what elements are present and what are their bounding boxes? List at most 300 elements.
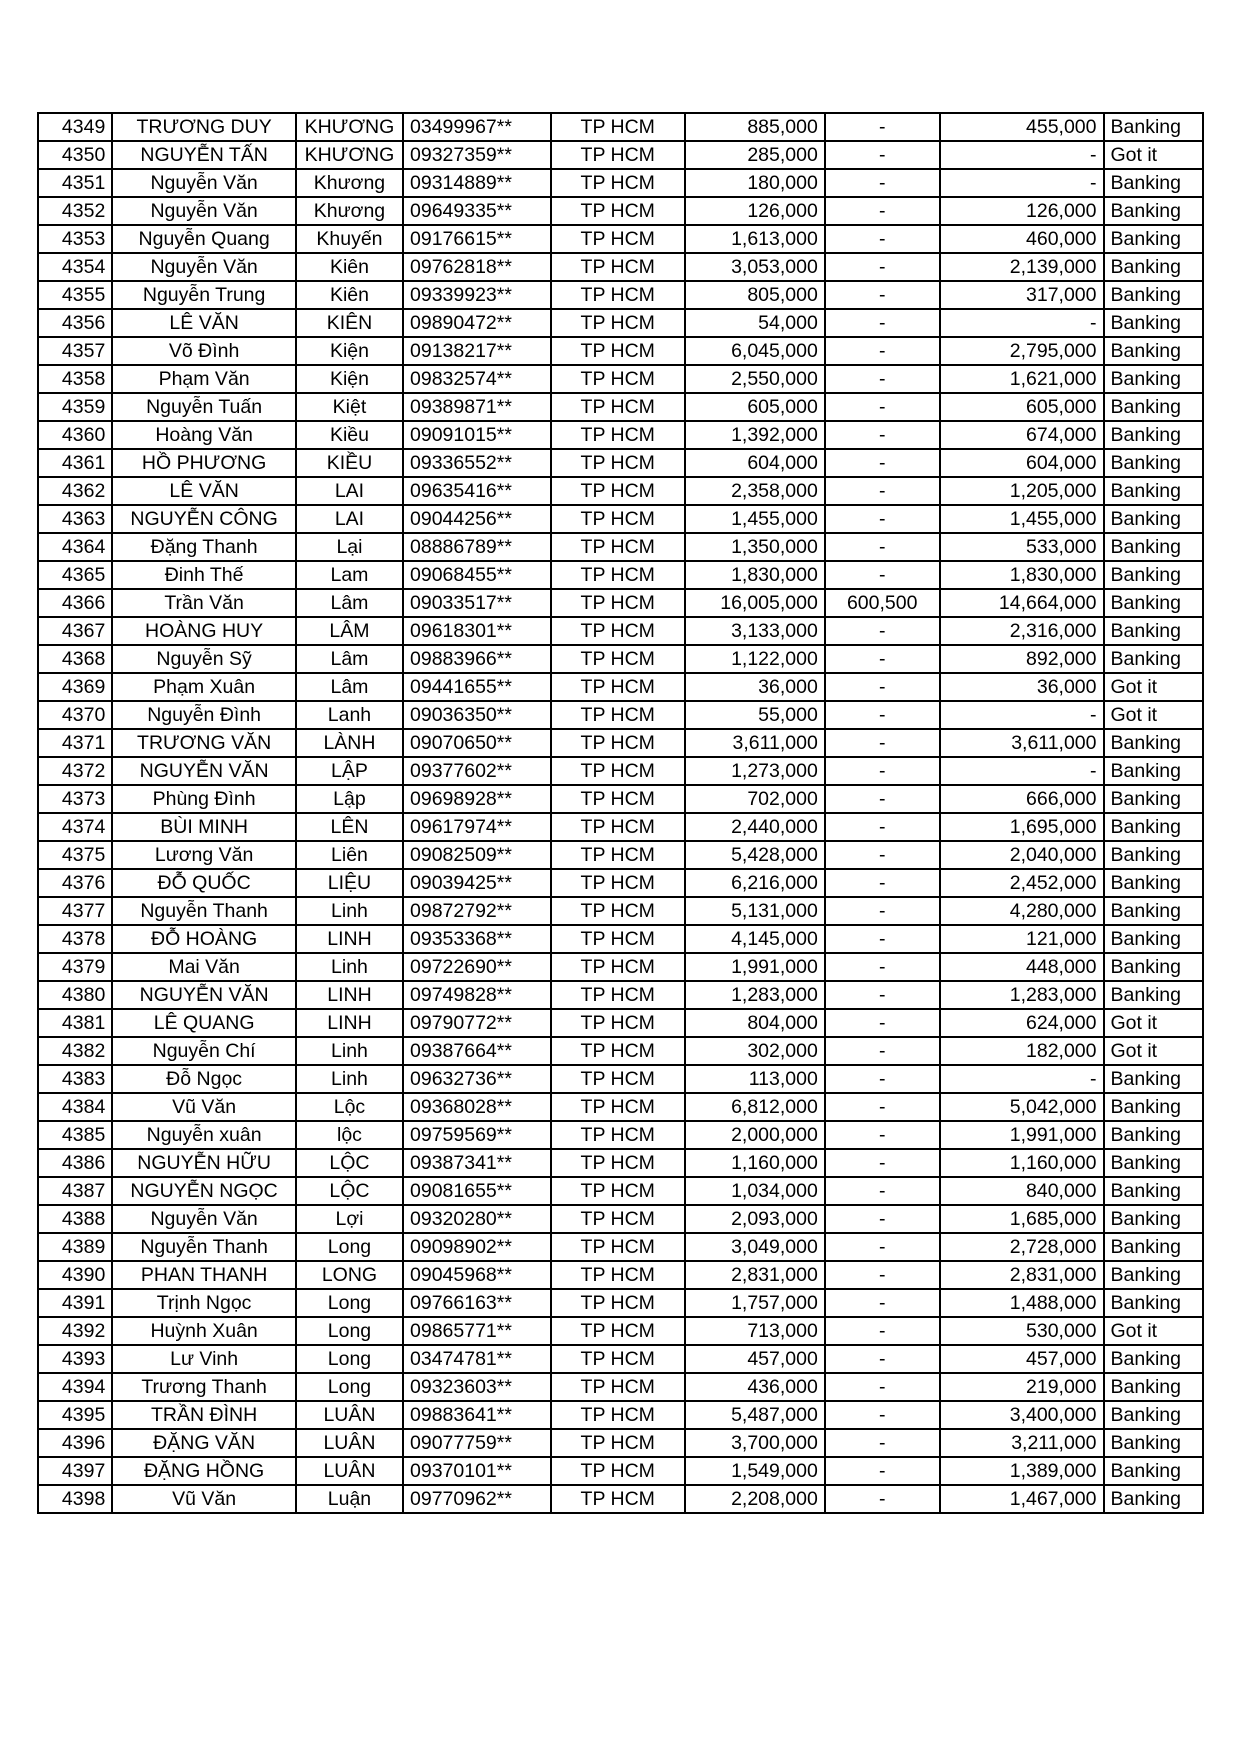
cell-city: TP HCM — [551, 1317, 685, 1345]
cell-amount-1: 2,358,000 — [685, 477, 825, 505]
cell-last-name: LUÂN — [296, 1457, 403, 1485]
cell-last-name: LINH — [296, 1009, 403, 1037]
table-row — [38, 1149, 1203, 1177]
cell-amount-3: 457,000 — [940, 1345, 1104, 1373]
cell-amount-2: - — [825, 1065, 940, 1093]
cell-phone: 09762818** — [403, 253, 551, 281]
cell-phone: 09314889** — [403, 169, 551, 197]
cell-last-name: LÂM — [296, 617, 403, 645]
cell-amount-1: 2,550,000 — [685, 365, 825, 393]
cell-amount-3: 121,000 — [940, 925, 1104, 953]
cell-first-name: Hoàng Văn — [112, 421, 296, 449]
cell-amount-2: - — [825, 1289, 940, 1317]
cell-amount-1: 604,000 — [685, 449, 825, 477]
cell-amount-1: 1,455,000 — [685, 505, 825, 533]
cell-city: TP HCM — [551, 561, 685, 589]
cell-amount-3: 126,000 — [940, 197, 1104, 225]
cell-last-name: Lâm — [296, 645, 403, 673]
cell-id: 4356 — [38, 309, 112, 337]
cell-amount-3: 604,000 — [940, 449, 1104, 477]
cell-city: TP HCM — [551, 1429, 685, 1457]
cell-amount-2: - — [825, 1345, 940, 1373]
cell-city: TP HCM — [551, 281, 685, 309]
cell-amount-2: - — [825, 897, 940, 925]
cell-amount-1: 36,000 — [685, 673, 825, 701]
cell-amount-2: 600,500 — [825, 589, 940, 617]
cell-phone: 09045968** — [403, 1261, 551, 1289]
cell-amount-3: 448,000 — [940, 953, 1104, 981]
cell-first-name: ĐẶNG HỒNG — [112, 1457, 296, 1485]
cell-amount-3: 3,211,000 — [940, 1429, 1104, 1457]
cell-phone: 09872792** — [403, 897, 551, 925]
cell-city: TP HCM — [551, 421, 685, 449]
cell-payment-method: Banking — [1104, 365, 1204, 393]
cell-id: 4379 — [38, 953, 112, 981]
cell-amount-1: 1,350,000 — [685, 533, 825, 561]
table-row — [38, 1289, 1203, 1317]
cell-city: TP HCM — [551, 477, 685, 505]
cell-first-name: LÊ VĂN — [112, 309, 296, 337]
cell-payment-method: Got it — [1104, 141, 1204, 169]
cell-first-name: HỒ PHƯƠNG — [112, 449, 296, 477]
cell-first-name: Võ Đình — [112, 337, 296, 365]
cell-phone: 09039425** — [403, 869, 551, 897]
cell-amount-2: - — [825, 1037, 940, 1065]
cell-amount-1: 1,392,000 — [685, 421, 825, 449]
cell-amount-2: - — [825, 393, 940, 421]
cell-first-name: Mai Văn — [112, 953, 296, 981]
cell-amount-2: - — [825, 1149, 940, 1177]
cell-id: 4351 — [38, 169, 112, 197]
table-row — [38, 449, 1203, 477]
cell-city: TP HCM — [551, 169, 685, 197]
cell-amount-3: 1,467,000 — [940, 1485, 1104, 1513]
cell-city: TP HCM — [551, 813, 685, 841]
cell-id: 4361 — [38, 449, 112, 477]
cell-first-name: Huỳnh Xuân — [112, 1317, 296, 1345]
cell-amount-2: - — [825, 169, 940, 197]
cell-amount-3: 1,283,000 — [940, 981, 1104, 1009]
table-row — [38, 841, 1203, 869]
cell-amount-1: 713,000 — [685, 1317, 825, 1345]
cell-amount-1: 1,549,000 — [685, 1457, 825, 1485]
cell-city: TP HCM — [551, 701, 685, 729]
cell-amount-3: 605,000 — [940, 393, 1104, 421]
cell-first-name: Nguyễn xuân — [112, 1121, 296, 1149]
cell-amount-1: 1,757,000 — [685, 1289, 825, 1317]
cell-last-name: Long — [296, 1289, 403, 1317]
cell-amount-2: - — [825, 1121, 940, 1149]
cell-last-name: Lập — [296, 785, 403, 813]
cell-last-name: Kiên — [296, 253, 403, 281]
cell-phone: 09176615** — [403, 225, 551, 253]
cell-payment-method: Banking — [1104, 421, 1204, 449]
cell-id: 4387 — [38, 1177, 112, 1205]
cell-first-name: Nguyễn Thanh — [112, 897, 296, 925]
cell-phone: 09081655** — [403, 1177, 551, 1205]
cell-phone: 09790772** — [403, 1009, 551, 1037]
table-row — [38, 141, 1203, 169]
table-row — [38, 757, 1203, 785]
table-body — [38, 113, 1203, 1513]
table-row — [38, 813, 1203, 841]
cell-amount-1: 1,283,000 — [685, 981, 825, 1009]
cell-first-name: Nguyễn Chí — [112, 1037, 296, 1065]
table-row — [38, 1457, 1203, 1485]
cell-last-name: Lộc — [296, 1093, 403, 1121]
cell-id: 4371 — [38, 729, 112, 757]
cell-first-name: NGUYỄN VĂN — [112, 757, 296, 785]
cell-payment-method: Banking — [1104, 1261, 1204, 1289]
cell-first-name: TRẦN ĐÌNH — [112, 1401, 296, 1429]
cell-first-name: ĐẶNG VĂN — [112, 1429, 296, 1457]
cell-amount-3: 3,611,000 — [940, 729, 1104, 757]
cell-first-name: Đinh Thế — [112, 561, 296, 589]
table-row — [38, 1037, 1203, 1065]
cell-last-name: LÊN — [296, 813, 403, 841]
cell-amount-3: 36,000 — [940, 673, 1104, 701]
cell-id: 4350 — [38, 141, 112, 169]
cell-last-name: LỘC — [296, 1149, 403, 1177]
cell-amount-2: - — [825, 533, 940, 561]
cell-last-name: Lâm — [296, 673, 403, 701]
cell-payment-method: Banking — [1104, 1093, 1204, 1121]
cell-phone: 09698928** — [403, 785, 551, 813]
cell-amount-1: 605,000 — [685, 393, 825, 421]
cell-payment-method: Banking — [1104, 169, 1204, 197]
cell-payment-method: Banking — [1104, 1065, 1204, 1093]
cell-payment-method: Banking — [1104, 953, 1204, 981]
cell-city: TP HCM — [551, 645, 685, 673]
cell-amount-3: 1,830,000 — [940, 561, 1104, 589]
cell-amount-2: - — [825, 1429, 940, 1457]
table-row — [38, 281, 1203, 309]
cell-amount-1: 2,208,000 — [685, 1485, 825, 1513]
cell-amount-2: - — [825, 785, 940, 813]
cell-city: TP HCM — [551, 841, 685, 869]
cell-city: TP HCM — [551, 505, 685, 533]
table-row — [38, 1121, 1203, 1149]
cell-first-name: NGUYỄN CÔNG — [112, 505, 296, 533]
cell-amount-3: 5,042,000 — [940, 1093, 1104, 1121]
cell-city: TP HCM — [551, 309, 685, 337]
cell-first-name: Nguyễn Trung — [112, 281, 296, 309]
cell-id: 4360 — [38, 421, 112, 449]
cell-first-name: TRƯƠNG VĂN — [112, 729, 296, 757]
cell-amount-3: 2,139,000 — [940, 253, 1104, 281]
cell-amount-2: - — [825, 645, 940, 673]
cell-last-name: Linh — [296, 897, 403, 925]
cell-id: 4397 — [38, 1457, 112, 1485]
cell-last-name: LÀNH — [296, 729, 403, 757]
cell-phone: 09617974** — [403, 813, 551, 841]
cell-phone: 09618301** — [403, 617, 551, 645]
cell-last-name: Khương — [296, 197, 403, 225]
cell-amount-1: 1,034,000 — [685, 1177, 825, 1205]
table-row — [38, 421, 1203, 449]
cell-phone: 09339923** — [403, 281, 551, 309]
cell-payment-method: Banking — [1104, 1121, 1204, 1149]
cell-amount-2: - — [825, 925, 940, 953]
cell-amount-2: - — [825, 701, 940, 729]
cell-phone: 09036350** — [403, 701, 551, 729]
cell-phone: 09033517** — [403, 589, 551, 617]
cell-amount-2: - — [825, 477, 940, 505]
cell-amount-3: 530,000 — [940, 1317, 1104, 1345]
cell-phone: 09649335** — [403, 197, 551, 225]
cell-first-name: Nguyễn Văn — [112, 253, 296, 281]
cell-payment-method: Banking — [1104, 1289, 1204, 1317]
cell-last-name: Linh — [296, 1065, 403, 1093]
table-row — [38, 253, 1203, 281]
cell-payment-method: Banking — [1104, 337, 1204, 365]
cell-id: 4357 — [38, 337, 112, 365]
cell-amount-3: 1,205,000 — [940, 477, 1104, 505]
cell-first-name: Vũ Văn — [112, 1485, 296, 1513]
cell-id: 4388 — [38, 1205, 112, 1233]
table-row — [38, 701, 1203, 729]
cell-phone: 09368028** — [403, 1093, 551, 1121]
cell-last-name: Khuyến — [296, 225, 403, 253]
cell-phone: 09327359** — [403, 141, 551, 169]
table-row — [38, 197, 1203, 225]
table-row — [38, 617, 1203, 645]
cell-amount-2: - — [825, 1317, 940, 1345]
cell-amount-2: - — [825, 197, 940, 225]
cell-id: 4369 — [38, 673, 112, 701]
cell-last-name: Long — [296, 1345, 403, 1373]
cell-last-name: LIỆU — [296, 869, 403, 897]
cell-city: TP HCM — [551, 449, 685, 477]
cell-amount-1: 436,000 — [685, 1373, 825, 1401]
cell-payment-method: Banking — [1104, 1205, 1204, 1233]
cell-first-name: BÙI MINH — [112, 813, 296, 841]
table-row — [38, 505, 1203, 533]
cell-amount-1: 3,053,000 — [685, 253, 825, 281]
cell-first-name: NGUYỄN TẤN — [112, 141, 296, 169]
cell-amount-2: - — [825, 953, 940, 981]
cell-first-name: Trần Văn — [112, 589, 296, 617]
cell-amount-3: 2,452,000 — [940, 869, 1104, 897]
cell-amount-3: 1,621,000 — [940, 365, 1104, 393]
cell-last-name: LONG — [296, 1261, 403, 1289]
cell-last-name: LỘC — [296, 1177, 403, 1205]
cell-phone: 09091015** — [403, 421, 551, 449]
cell-phone: 09370101** — [403, 1457, 551, 1485]
table-row — [38, 1009, 1203, 1037]
cell-last-name: Kiều — [296, 421, 403, 449]
cell-city: TP HCM — [551, 1233, 685, 1261]
cell-city: TP HCM — [551, 785, 685, 813]
cell-amount-1: 1,273,000 — [685, 757, 825, 785]
cell-payment-method: Got it — [1104, 1037, 1204, 1065]
cell-phone: 09068455** — [403, 561, 551, 589]
table-row — [38, 1317, 1203, 1345]
cell-city: TP HCM — [551, 981, 685, 1009]
cell-amount-2: - — [825, 449, 940, 477]
cell-payment-method: Got it — [1104, 1009, 1204, 1037]
cell-payment-method: Banking — [1104, 1373, 1204, 1401]
cell-id: 4354 — [38, 253, 112, 281]
cell-payment-method: Banking — [1104, 477, 1204, 505]
table-row — [38, 533, 1203, 561]
cell-id: 4395 — [38, 1401, 112, 1429]
cell-amount-3: - — [940, 309, 1104, 337]
cell-amount-3: 455,000 — [940, 113, 1104, 141]
cell-last-name: Kiện — [296, 337, 403, 365]
cell-phone: 09749828** — [403, 981, 551, 1009]
cell-amount-1: 180,000 — [685, 169, 825, 197]
cell-first-name: NGUYỄN NGỌC — [112, 1177, 296, 1205]
cell-payment-method: Banking — [1104, 393, 1204, 421]
cell-amount-2: - — [825, 141, 940, 169]
cell-id: 4366 — [38, 589, 112, 617]
cell-first-name: NGUYỄN HỮU — [112, 1149, 296, 1177]
cell-payment-method: Banking — [1104, 841, 1204, 869]
cell-phone: 09722690** — [403, 953, 551, 981]
cell-amount-2: - — [825, 981, 940, 1009]
cell-payment-method: Got it — [1104, 1317, 1204, 1345]
cell-id: 4375 — [38, 841, 112, 869]
cell-id: 4396 — [38, 1429, 112, 1457]
cell-payment-method: Banking — [1104, 281, 1204, 309]
cell-first-name: Lư Vinh — [112, 1345, 296, 1373]
cell-last-name: KIÊN — [296, 309, 403, 337]
table-row — [38, 169, 1203, 197]
table-row — [38, 1177, 1203, 1205]
cell-city: TP HCM — [551, 365, 685, 393]
cell-first-name: Phạm Xuân — [112, 673, 296, 701]
cell-amount-2: - — [825, 113, 940, 141]
cell-id: 4364 — [38, 533, 112, 561]
cell-amount-2: - — [825, 253, 940, 281]
cell-last-name: Lam — [296, 561, 403, 589]
table-row — [38, 1205, 1203, 1233]
cell-amount-1: 126,000 — [685, 197, 825, 225]
cell-city: TP HCM — [551, 113, 685, 141]
cell-payment-method: Banking — [1104, 1233, 1204, 1261]
cell-id: 4394 — [38, 1373, 112, 1401]
cell-id: 4373 — [38, 785, 112, 813]
cell-payment-method: Banking — [1104, 617, 1204, 645]
cell-amount-2: - — [825, 505, 940, 533]
cell-amount-1: 6,216,000 — [685, 869, 825, 897]
cell-city: TP HCM — [551, 1037, 685, 1065]
cell-first-name: TRƯƠNG DUY — [112, 113, 296, 141]
cell-first-name: Nguyễn Văn — [112, 197, 296, 225]
cell-id: 4398 — [38, 1485, 112, 1513]
cell-city: TP HCM — [551, 1205, 685, 1233]
cell-id: 4355 — [38, 281, 112, 309]
table-row — [38, 477, 1203, 505]
cell-city: TP HCM — [551, 197, 685, 225]
cell-phone: 09320280** — [403, 1205, 551, 1233]
cell-phone: 09883966** — [403, 645, 551, 673]
cell-amount-2: - — [825, 225, 940, 253]
cell-last-name: Lâm — [296, 589, 403, 617]
cell-last-name: Long — [296, 1233, 403, 1261]
cell-city: TP HCM — [551, 673, 685, 701]
cell-amount-2: - — [825, 561, 940, 589]
cell-amount-1: 16,005,000 — [685, 589, 825, 617]
cell-first-name: Nguyễn Văn — [112, 1205, 296, 1233]
cell-city: TP HCM — [551, 533, 685, 561]
cell-first-name: Đặng Thanh — [112, 533, 296, 561]
cell-payment-method: Got it — [1104, 673, 1204, 701]
table-row — [38, 981, 1203, 1009]
cell-amount-3: 4,280,000 — [940, 897, 1104, 925]
cell-last-name: lộc — [296, 1121, 403, 1149]
cell-last-name: LAI — [296, 505, 403, 533]
cell-last-name: Lanh — [296, 701, 403, 729]
cell-payment-method: Banking — [1104, 309, 1204, 337]
cell-id: 4362 — [38, 477, 112, 505]
cell-amount-1: 1,613,000 — [685, 225, 825, 253]
cell-last-name: KHƯƠNG — [296, 141, 403, 169]
table-row — [38, 1093, 1203, 1121]
cell-amount-1: 6,045,000 — [685, 337, 825, 365]
cell-last-name: KIỀU — [296, 449, 403, 477]
cell-first-name: Nguyễn Quang — [112, 225, 296, 253]
cell-payment-method: Banking — [1104, 897, 1204, 925]
cell-amount-1: 1,122,000 — [685, 645, 825, 673]
cell-amount-2: - — [825, 1485, 940, 1513]
cell-amount-1: 1,830,000 — [685, 561, 825, 589]
cell-amount-1: 285,000 — [685, 141, 825, 169]
cell-amount-3: - — [940, 701, 1104, 729]
cell-amount-2: - — [825, 813, 940, 841]
cell-phone: 03499967** — [403, 113, 551, 141]
cell-id: 4370 — [38, 701, 112, 729]
cell-payment-method: Banking — [1104, 869, 1204, 897]
cell-amount-2: - — [825, 365, 940, 393]
cell-amount-1: 302,000 — [685, 1037, 825, 1065]
cell-amount-2: - — [825, 869, 940, 897]
cell-payment-method: Banking — [1104, 981, 1204, 1009]
cell-payment-method: Banking — [1104, 1429, 1204, 1457]
cell-phone: 09387341** — [403, 1149, 551, 1177]
cell-first-name: HOÀNG HUY — [112, 617, 296, 645]
cell-phone: 09389871** — [403, 393, 551, 421]
cell-id: 4353 — [38, 225, 112, 253]
cell-amount-1: 2,093,000 — [685, 1205, 825, 1233]
cell-id: 4381 — [38, 1009, 112, 1037]
cell-city: TP HCM — [551, 1289, 685, 1317]
cell-first-name: Vũ Văn — [112, 1093, 296, 1121]
cell-phone: 09387664** — [403, 1037, 551, 1065]
cell-amount-3: 2,831,000 — [940, 1261, 1104, 1289]
cell-amount-2: - — [825, 841, 940, 869]
table-row — [38, 1233, 1203, 1261]
cell-first-name: LÊ VĂN — [112, 477, 296, 505]
cell-payment-method: Banking — [1104, 1345, 1204, 1373]
cell-amount-1: 5,487,000 — [685, 1401, 825, 1429]
table-row — [38, 953, 1203, 981]
table-row — [38, 393, 1203, 421]
cell-phone: 09070650** — [403, 729, 551, 757]
cell-last-name: Luận — [296, 1485, 403, 1513]
cell-city: TP HCM — [551, 1261, 685, 1289]
cell-last-name: KHƯƠNG — [296, 113, 403, 141]
cell-city: TP HCM — [551, 337, 685, 365]
cell-phone: 09632736** — [403, 1065, 551, 1093]
cell-amount-3: - — [940, 141, 1104, 169]
cell-amount-1: 54,000 — [685, 309, 825, 337]
cell-payment-method: Banking — [1104, 1401, 1204, 1429]
cell-amount-3: - — [940, 1065, 1104, 1093]
cell-first-name: Phùng Đình — [112, 785, 296, 813]
cell-last-name: Kiệt — [296, 393, 403, 421]
